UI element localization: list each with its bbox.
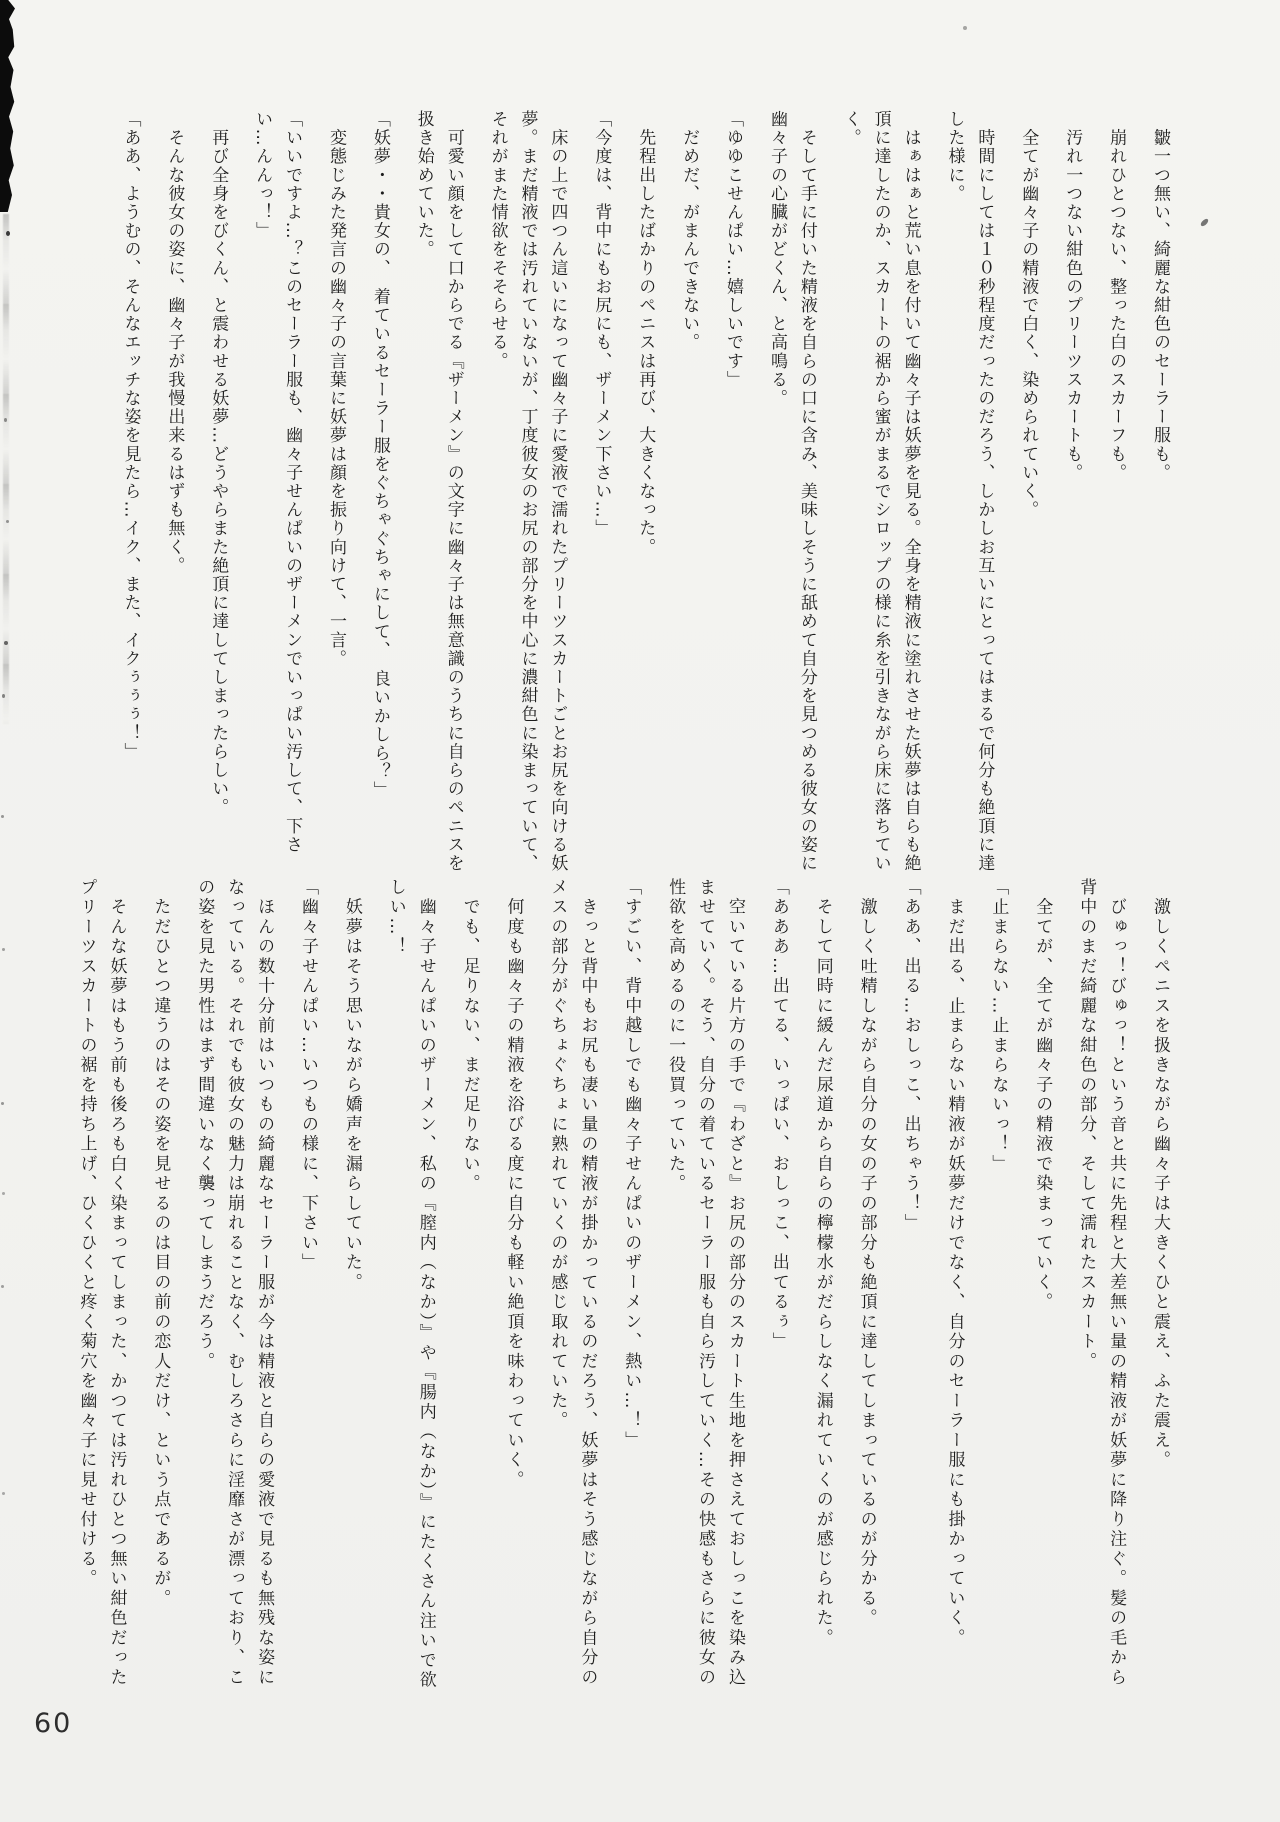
scan-artifact-speck xyxy=(1,815,4,818)
paragraph: 「幽々子せんぱい…いつもの様に、下さい」 xyxy=(297,878,318,1273)
scan-artifact-speck xyxy=(2,694,5,698)
scan-artifact-speck xyxy=(1,1102,4,1105)
paragraph: 「いいですよ…？このセーラー服も、幽々子せんぱいのザーメンでいっぱい汚して、下さい…んんっ！」 xyxy=(252,110,303,854)
scan-artifact-speck xyxy=(1,1285,4,1288)
paragraph: だめだ、がまんできない。 xyxy=(679,110,700,352)
paragraph: 全てが、全てが幽々子の精液で染まっていく。 xyxy=(1032,878,1053,1313)
paragraph: 皺一つ無い、綺麗な紺色のセーラー服も。 xyxy=(1150,110,1170,482)
paragraph: 「ああ、出る…おしっこ、出ちゃう！」 xyxy=(900,878,921,1234)
scan-artifact-speck xyxy=(4,641,8,645)
scan-artifact-speck xyxy=(2,1192,5,1195)
scan-artifact-speck xyxy=(6,520,9,523)
paragraph: そして手に付いた精液を自らの口に含み、美味しそうに舐めて自分を見つめる彼女の姿に幽々子の心臓がどくん、と高鳴る。 xyxy=(766,110,817,873)
paragraph: でも、足りない、まだ足りない。 xyxy=(459,878,480,1194)
paragraph: そして同時に緩んだ尿道から自らの檸檬水がだらしなく漏れていくのが感じられた。 xyxy=(812,878,833,1649)
paragraph: そんな妖夢はもう前も後ろも白く染まってしまった、かつては汚れひとつ無い紺色だったプリーツスカートの裾を持ち上げ、ひくひくと疼く菊穴を幽々子に見せ付ける。 xyxy=(76,878,127,1688)
scan-artifact-speck xyxy=(963,26,967,30)
lower-text-band xyxy=(76,878,1174,1692)
paragraph: 再び全身をびくん、と震わせる妖夢…どうやらまた絶頂に達してしまったらしい。 xyxy=(208,110,229,817)
upper-text-band xyxy=(94,110,1174,876)
paragraph: びゅっ！びゅっ！という音と共に先程と大差無い量の精液が妖夢に降り注ぐ。髪の毛から背中のまだ綺麗な紺色の部分、そして濡れたスカート。 xyxy=(1076,878,1127,1688)
paragraph: 汚れ一つない紺色のプリーツスカートも。 xyxy=(1062,110,1083,482)
paragraph: 全てが幽々子の精液で白く、染められていく。 xyxy=(1018,110,1039,520)
paragraph: 変態じみた発言の幽々子の言葉に妖夢は顔を振り向けて、一言。 xyxy=(325,110,346,668)
paragraph: 「止まらない…止まらないっ！」 xyxy=(988,878,1009,1175)
paragraph: 何度も幽々子の精液を浴びる度に自分も軽い絶頂を味わっていく。 xyxy=(503,878,524,1491)
paragraph: 「あああ…出てる、いっぱい、おしっこ、出てるぅ」 xyxy=(768,878,789,1352)
paragraph: 「すごい、背中越しでも幽々子せんぱいのザーメン、熱い…！」 xyxy=(621,878,642,1451)
paragraph: ただひとつ違うのはその姿を見せるのは目の前の恋人だけ、という点であるが。 xyxy=(150,878,171,1609)
paragraph: 「ああ、ようむの、そんなエッチな姿を見たら…イク、また、イクぅぅぅ！」 xyxy=(120,110,141,761)
paragraph: 「今度は、背中にもお尻にも、ザーメン下さい…」 xyxy=(591,110,612,538)
paragraph: 時間にしては１０秒程度だったのだろう、しかしお互いにとってはまるで何分も絶頂に達した様に。 xyxy=(944,110,995,873)
scan-artifact-speck xyxy=(2,1492,5,1495)
paragraph: はぁはぁと荒い息を付いて幽々子は妖夢を見る。全身を精液に塗れさせた妖夢は自らも絶頂に達したのか、スカートの裾から蜜がまるでシロップの様に糸を引きながら床に落ちていく。 xyxy=(840,110,921,873)
scan-artifact-speck xyxy=(6,231,10,236)
paragraph: 妖夢はそう思いながら嬌声を漏らしていた。 xyxy=(341,878,362,1293)
paragraph: 幽々子せんぱいのザーメン、私の『膣内（なか）』や『腸内（なか）』にたくさん注いで欲しい…！ xyxy=(385,878,436,1691)
paragraph: まだ出る、止まらない精液が妖夢だけでなく、自分のセーラー服にも掛かっていく。 xyxy=(944,878,965,1649)
paragraph: 先程出したばかりのペニスは再び、大きくなった。 xyxy=(635,110,656,557)
paragraph: 「ゆゆこせんぱい…嬉しいです」 xyxy=(723,110,744,389)
paragraph: 崩れひとつない、整った白のスカーフも。 xyxy=(1106,110,1127,482)
paragraph: そんな彼女の姿に、幽々子が我慢出来るはずも無く。 xyxy=(164,110,185,575)
paragraph: 激しくペニスを扱きながら幽々子は大きくひと震え、ふた震え。 xyxy=(1150,878,1170,1471)
paragraph: 激しく吐精しながら自分の女の子の部分も絶頂に達してしまっているのが分かる。 xyxy=(856,878,877,1629)
page-number: 60 xyxy=(34,1708,73,1739)
paragraph: 床の上で四つん這いになって幽々子に愛液で濡れたプリーツスカートごとお尻を向ける妖夢。まだ精液では汚れていないが、丁度彼女のお尻の部分を中心に濃紺色に染まっていて、それがまた情欲をそそらせる。 xyxy=(487,110,568,873)
paragraph: ほんの数十分前はいつもの綺麗なセーラー服が今は精液と自らの愛液で見るも無残な姿になっている。それでも彼女の魅力は崩れることなく、むしろさらに淫靡さが漂っており、この姿を見た男性はまず間違いなく襲ってしまうだろう。 xyxy=(194,878,275,1688)
scan-artifact-gutter-blob xyxy=(0,0,15,212)
paragraph: 空いている片方の手で『わざと』お尻の部分のスカート生地を押さえておしっこを染み込ませていく。そう、自分の着ているセーラー服も自ら汚していく…その快感もさらに彼女の性欲を高めるのに一役買っていた。 xyxy=(665,878,745,1688)
paragraph: きっと背中もお尻も凄い量の精液が掛かっているのだろう、妖夢はそう感じながら自分のメスの部分がぐちょぐちょに熟れていくのが感じ取れていた。 xyxy=(547,878,598,1688)
scan-artifact-speck xyxy=(1200,217,1209,227)
scan-artifact-speck xyxy=(4,418,7,422)
paragraph: 可愛い顔をして口からでる『ザーメン』の文字に幽々子は無意識のうちに自らのペニスを扱き始めていた。 xyxy=(413,110,464,873)
paragraph: 「妖夢・・貴女の、 着ているセーラー服をぐちゃぐちゃにして、 良いかしら？」 xyxy=(369,110,390,800)
scan-artifact-speck xyxy=(2,948,5,951)
scan-artifact-edge-streak xyxy=(3,214,9,724)
